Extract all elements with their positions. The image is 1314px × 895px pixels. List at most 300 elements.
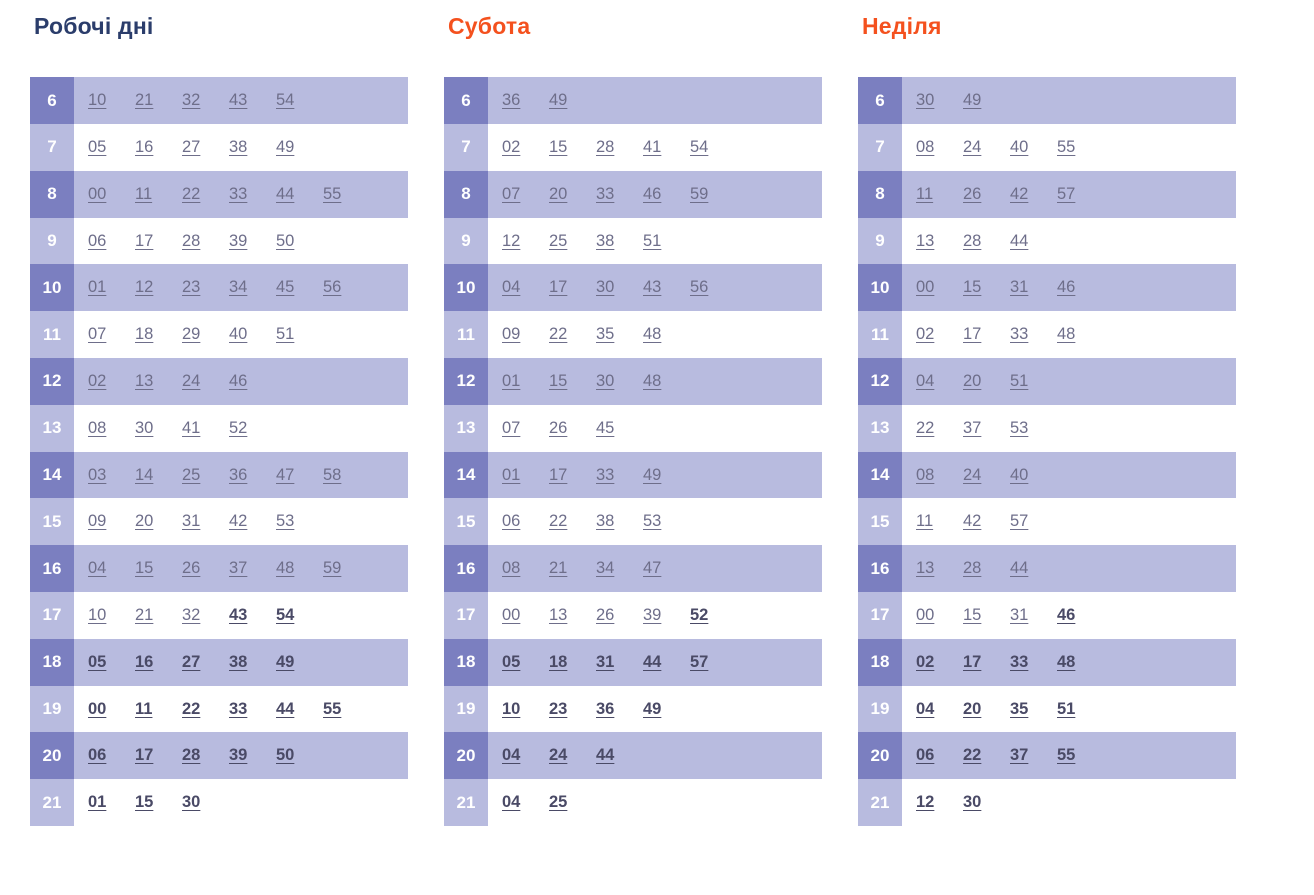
minute-link[interactable]: 33 bbox=[596, 184, 615, 203]
minute-link[interactable]: 21 bbox=[549, 559, 568, 578]
minute-link[interactable]: 25 bbox=[182, 465, 201, 484]
schedule-row bbox=[444, 779, 822, 826]
minute-link[interactable]: 39 bbox=[229, 746, 248, 765]
schedule-rows bbox=[444, 77, 822, 826]
schedule-row bbox=[30, 592, 408, 639]
minute-link[interactable]: 46 bbox=[1057, 605, 1076, 624]
hour-cell: 15 bbox=[30, 498, 74, 545]
minute-link[interactable]: 57 bbox=[1057, 184, 1076, 203]
minute-link[interactable]: 05 bbox=[502, 652, 521, 671]
minute-link[interactable]: 12 bbox=[502, 231, 521, 250]
minute-link[interactable]: 38 bbox=[596, 512, 615, 531]
minute-link[interactable]: 57 bbox=[690, 652, 709, 671]
minute-link[interactable]: 44 bbox=[276, 699, 295, 718]
hour-cell: 15 bbox=[858, 498, 902, 545]
hour-cell: 9 bbox=[30, 218, 74, 265]
minutes-cell bbox=[902, 779, 1010, 826]
minute-link[interactable]: 15 bbox=[135, 793, 154, 812]
minute-link[interactable]: 12 bbox=[135, 278, 154, 297]
minute-link[interactable]: 07 bbox=[502, 418, 521, 437]
hour-cell: 7 bbox=[444, 124, 488, 171]
schedule-row bbox=[444, 639, 822, 686]
minute-link[interactable]: 49 bbox=[963, 91, 982, 110]
minute-link[interactable]: 32 bbox=[182, 91, 201, 110]
minutes-cell bbox=[488, 405, 643, 452]
minute-link[interactable]: 43 bbox=[229, 91, 248, 110]
minute-link[interactable]: 24 bbox=[963, 465, 982, 484]
hour-cell: 9 bbox=[858, 218, 902, 265]
minute-link[interactable]: 13 bbox=[549, 605, 568, 624]
minute-link[interactable]: 36 bbox=[229, 465, 248, 484]
minute-link[interactable]: 32 bbox=[182, 605, 201, 624]
schedule-row bbox=[30, 545, 408, 592]
hour-cell: 20 bbox=[444, 732, 488, 779]
minute-link[interactable]: 04 bbox=[502, 746, 521, 765]
minute-link[interactable]: 15 bbox=[549, 371, 568, 390]
minutes-cell bbox=[488, 452, 690, 499]
minute-link[interactable]: 35 bbox=[1010, 699, 1029, 718]
minute-link[interactable]: 40 bbox=[229, 325, 248, 344]
minute-link[interactable]: 02 bbox=[916, 652, 935, 671]
minutes-cell bbox=[902, 264, 1104, 311]
schedule-row bbox=[858, 498, 1236, 545]
minute-link[interactable]: 55 bbox=[323, 699, 342, 718]
minute-link[interactable]: 07 bbox=[88, 325, 107, 344]
minute-link[interactable]: 22 bbox=[549, 325, 568, 344]
minutes-cell bbox=[902, 77, 1010, 124]
minutes-cell bbox=[488, 545, 690, 592]
minutes-cell bbox=[74, 311, 323, 358]
schedule-row bbox=[444, 686, 822, 733]
minute-link[interactable]: 50 bbox=[276, 231, 295, 250]
minute-link[interactable]: 51 bbox=[276, 325, 295, 344]
hour-cell: 17 bbox=[444, 592, 488, 639]
minute-link[interactable]: 17 bbox=[549, 465, 568, 484]
minute-link[interactable]: 02 bbox=[916, 325, 935, 344]
minute-link[interactable]: 06 bbox=[88, 231, 107, 250]
minute-link[interactable]: 36 bbox=[596, 699, 615, 718]
minute-link[interactable]: 46 bbox=[229, 371, 248, 390]
minute-link[interactable]: 08 bbox=[916, 137, 935, 156]
hour-cell: 15 bbox=[444, 498, 488, 545]
minute-link[interactable]: 51 bbox=[1057, 699, 1076, 718]
minute-link[interactable]: 00 bbox=[502, 605, 521, 624]
minute-link[interactable]: 31 bbox=[596, 652, 615, 671]
minutes-cell bbox=[488, 171, 737, 218]
minute-link[interactable]: 38 bbox=[596, 231, 615, 250]
minute-link[interactable]: 10 bbox=[88, 605, 107, 624]
minute-link[interactable]: 16 bbox=[135, 137, 154, 156]
minute-link[interactable]: 26 bbox=[182, 559, 201, 578]
minute-link[interactable]: 16 bbox=[135, 652, 154, 671]
minute-link[interactable]: 25 bbox=[549, 231, 568, 250]
schedule-row bbox=[444, 358, 822, 405]
minute-link[interactable]: 55 bbox=[1057, 746, 1076, 765]
minute-link[interactable]: 38 bbox=[229, 137, 248, 156]
minute-link[interactable]: 48 bbox=[643, 371, 662, 390]
minute-link[interactable]: 11 bbox=[916, 512, 934, 531]
hour-cell: 17 bbox=[30, 592, 74, 639]
minute-link[interactable]: 26 bbox=[549, 418, 568, 437]
minute-link[interactable]: 44 bbox=[596, 746, 615, 765]
schedule-column bbox=[30, 14, 408, 826]
minute-link[interactable]: 53 bbox=[643, 512, 662, 531]
minute-link[interactable]: 04 bbox=[916, 699, 935, 718]
hour-cell: 12 bbox=[858, 358, 902, 405]
hour-cell: 13 bbox=[444, 405, 488, 452]
minute-link[interactable]: 56 bbox=[323, 278, 342, 297]
minutes-cell bbox=[74, 686, 370, 733]
minute-link[interactable]: 29 bbox=[182, 325, 201, 344]
hour-cell: 8 bbox=[30, 171, 74, 218]
schedule-row bbox=[30, 686, 408, 733]
minute-link[interactable]: 31 bbox=[1010, 605, 1029, 624]
minute-link[interactable]: 58 bbox=[323, 465, 342, 484]
minute-link[interactable]: 34 bbox=[596, 559, 615, 578]
minute-link[interactable]: 08 bbox=[916, 465, 935, 484]
minutes-cell bbox=[488, 358, 690, 405]
minute-link[interactable]: 43 bbox=[643, 278, 662, 297]
minute-link[interactable]: 42 bbox=[229, 512, 248, 531]
minutes-cell bbox=[902, 498, 1057, 545]
minute-link[interactable]: 20 bbox=[549, 184, 568, 203]
schedule-row bbox=[30, 171, 408, 218]
minute-link[interactable]: 25 bbox=[549, 793, 568, 812]
minutes-cell bbox=[488, 77, 596, 124]
minute-link[interactable]: 49 bbox=[276, 137, 295, 156]
minute-link[interactable]: 49 bbox=[643, 699, 662, 718]
minute-link[interactable]: 46 bbox=[643, 184, 662, 203]
minute-link[interactable]: 30 bbox=[596, 278, 615, 297]
minute-link[interactable]: 21 bbox=[135, 91, 154, 110]
minute-link[interactable]: 51 bbox=[643, 231, 662, 250]
minute-link[interactable]: 00 bbox=[88, 184, 107, 203]
schedule-row bbox=[30, 639, 408, 686]
minute-link[interactable]: 35 bbox=[596, 325, 615, 344]
hour-cell: 12 bbox=[444, 358, 488, 405]
minute-link[interactable]: 15 bbox=[963, 605, 982, 624]
schedule-row bbox=[858, 264, 1236, 311]
minute-link[interactable]: 59 bbox=[690, 184, 709, 203]
minute-link[interactable]: 00 bbox=[916, 278, 935, 297]
hour-cell: 21 bbox=[30, 779, 74, 826]
schedule-row bbox=[444, 732, 822, 779]
hour-cell: 13 bbox=[858, 405, 902, 452]
hour-cell: 20 bbox=[858, 732, 902, 779]
schedule-row bbox=[444, 311, 822, 358]
minute-link[interactable]: 44 bbox=[1010, 231, 1029, 250]
minutes-cell bbox=[488, 732, 643, 779]
minutes-cell bbox=[902, 218, 1057, 265]
hour-cell: 10 bbox=[444, 264, 488, 311]
minute-link[interactable]: 46 bbox=[1057, 278, 1076, 297]
minute-link[interactable]: 34 bbox=[229, 278, 248, 297]
minute-link[interactable]: 22 bbox=[916, 418, 935, 437]
hour-cell: 6 bbox=[30, 77, 74, 124]
minute-link[interactable]: 22 bbox=[182, 699, 201, 718]
minute-link[interactable]: 06 bbox=[502, 512, 521, 531]
minute-link[interactable]: 28 bbox=[596, 137, 615, 156]
minute-link[interactable]: 05 bbox=[88, 652, 107, 671]
minute-link[interactable]: 09 bbox=[88, 512, 107, 531]
minute-link[interactable]: 53 bbox=[1010, 418, 1029, 437]
minute-link[interactable]: 33 bbox=[1010, 652, 1029, 671]
minute-link[interactable]: 30 bbox=[596, 371, 615, 390]
minute-link[interactable]: 11 bbox=[135, 184, 153, 203]
hour-cell: 13 bbox=[30, 405, 74, 452]
minute-link[interactable]: 42 bbox=[963, 512, 982, 531]
schedule-row bbox=[858, 124, 1236, 171]
minute-link[interactable]: 47 bbox=[643, 559, 662, 578]
hour-cell: 18 bbox=[444, 639, 488, 686]
schedule-row bbox=[858, 311, 1236, 358]
minutes-cell bbox=[902, 686, 1104, 733]
minute-link[interactable]: 33 bbox=[596, 465, 615, 484]
schedule-row bbox=[858, 779, 1236, 826]
schedule-row bbox=[444, 171, 822, 218]
minute-link[interactable]: 10 bbox=[502, 699, 521, 718]
minute-link[interactable]: 03 bbox=[88, 465, 107, 484]
hour-cell: 17 bbox=[858, 592, 902, 639]
minute-link[interactable]: 28 bbox=[182, 231, 201, 250]
minute-link[interactable]: 39 bbox=[229, 231, 248, 250]
minute-link[interactable]: 17 bbox=[135, 746, 154, 765]
schedule-row bbox=[858, 732, 1236, 779]
schedule-row bbox=[30, 124, 408, 171]
hour-cell: 11 bbox=[858, 311, 902, 358]
hour-cell: 9 bbox=[444, 218, 488, 265]
minute-link[interactable]: 51 bbox=[1010, 371, 1029, 390]
minute-link[interactable]: 40 bbox=[1010, 465, 1029, 484]
minute-link[interactable]: 06 bbox=[88, 746, 107, 765]
minute-link[interactable]: 24 bbox=[963, 137, 982, 156]
minute-link[interactable]: 20 bbox=[135, 512, 154, 531]
minute-link[interactable]: 49 bbox=[549, 91, 568, 110]
minute-link[interactable]: 47 bbox=[276, 465, 295, 484]
minute-link[interactable]: 44 bbox=[1010, 559, 1029, 578]
minute-link[interactable]: 49 bbox=[643, 465, 662, 484]
minute-link[interactable]: 37 bbox=[1010, 746, 1029, 765]
minute-link[interactable]: 22 bbox=[963, 746, 982, 765]
minute-link[interactable]: 30 bbox=[135, 418, 154, 437]
schedule-row bbox=[858, 686, 1236, 733]
minute-link[interactable]: 44 bbox=[276, 184, 295, 203]
minute-link[interactable]: 26 bbox=[596, 605, 615, 624]
minute-link[interactable]: 22 bbox=[182, 184, 201, 203]
minute-link[interactable]: 36 bbox=[502, 91, 521, 110]
minute-link[interactable]: 09 bbox=[502, 325, 521, 344]
minute-link[interactable]: 04 bbox=[916, 371, 935, 390]
minute-link[interactable]: 33 bbox=[229, 184, 248, 203]
minute-link[interactable]: 45 bbox=[596, 418, 615, 437]
schedule-row bbox=[858, 452, 1236, 499]
minute-link[interactable]: 37 bbox=[229, 559, 248, 578]
minute-link[interactable]: 42 bbox=[1010, 184, 1029, 203]
minutes-cell bbox=[488, 311, 690, 358]
minute-link[interactable]: 02 bbox=[88, 371, 107, 390]
minute-link[interactable]: 27 bbox=[182, 137, 201, 156]
minute-link[interactable]: 40 bbox=[1010, 137, 1029, 156]
minute-link[interactable]: 55 bbox=[1057, 137, 1076, 156]
schedule-row bbox=[30, 311, 408, 358]
minute-link[interactable]: 28 bbox=[182, 746, 201, 765]
minute-link[interactable]: 23 bbox=[549, 699, 568, 718]
minute-link[interactable]: 13 bbox=[916, 231, 935, 250]
minute-link[interactable]: 41 bbox=[643, 137, 662, 156]
minute-link[interactable]: 11 bbox=[135, 699, 153, 718]
minute-link[interactable]: 41 bbox=[182, 418, 201, 437]
minute-link[interactable]: 45 bbox=[276, 278, 295, 297]
minute-link[interactable]: 30 bbox=[963, 793, 982, 812]
minutes-cell bbox=[488, 639, 737, 686]
minute-link[interactable]: 48 bbox=[276, 559, 295, 578]
minute-link[interactable]: 43 bbox=[229, 605, 248, 624]
hour-cell: 21 bbox=[444, 779, 488, 826]
minute-link[interactable]: 28 bbox=[963, 559, 982, 578]
minute-link[interactable]: 08 bbox=[88, 418, 107, 437]
minute-link[interactable]: 49 bbox=[276, 652, 295, 671]
hour-cell: 18 bbox=[30, 639, 74, 686]
minute-link[interactable]: 04 bbox=[502, 793, 521, 812]
minute-link[interactable]: 22 bbox=[549, 512, 568, 531]
hour-cell: 8 bbox=[444, 171, 488, 218]
minute-link[interactable]: 01 bbox=[502, 465, 521, 484]
minute-link[interactable]: 54 bbox=[690, 137, 709, 156]
minute-link[interactable]: 12 bbox=[916, 793, 935, 812]
minute-link[interactable]: 13 bbox=[135, 371, 154, 390]
minutes-cell bbox=[74, 171, 370, 218]
minute-link[interactable]: 52 bbox=[229, 418, 248, 437]
minute-link[interactable]: 23 bbox=[182, 278, 201, 297]
minute-link[interactable]: 01 bbox=[88, 278, 107, 297]
hour-cell: 6 bbox=[444, 77, 488, 124]
minute-link[interactable]: 15 bbox=[963, 278, 982, 297]
minute-link[interactable]: 01 bbox=[502, 371, 521, 390]
minute-link[interactable]: 08 bbox=[502, 559, 521, 578]
minutes-cell bbox=[74, 639, 323, 686]
column-title: Робочі дні bbox=[34, 13, 154, 39]
hour-cell: 14 bbox=[444, 452, 488, 499]
hour-cell: 7 bbox=[858, 124, 902, 171]
minutes-cell bbox=[74, 592, 323, 639]
minute-link[interactable]: 00 bbox=[88, 699, 107, 718]
schedule-row bbox=[30, 452, 408, 499]
minute-link[interactable]: 52 bbox=[690, 605, 709, 624]
minute-link[interactable]: 24 bbox=[549, 746, 568, 765]
minute-link[interactable]: 53 bbox=[276, 512, 295, 531]
minute-link[interactable]: 11 bbox=[916, 184, 934, 203]
minutes-cell bbox=[74, 452, 370, 499]
minute-link[interactable]: 06 bbox=[916, 746, 935, 765]
schedule-row bbox=[30, 264, 408, 311]
minute-link[interactable]: 26 bbox=[963, 184, 982, 203]
minute-link[interactable]: 39 bbox=[643, 605, 662, 624]
minute-link[interactable]: 59 bbox=[323, 559, 342, 578]
minute-link[interactable]: 57 bbox=[1010, 512, 1029, 531]
minute-link[interactable]: 02 bbox=[502, 137, 521, 156]
minute-link[interactable]: 33 bbox=[229, 699, 248, 718]
hour-cell: 16 bbox=[30, 545, 74, 592]
minute-link[interactable]: 48 bbox=[1057, 652, 1076, 671]
minute-link[interactable]: 24 bbox=[182, 371, 201, 390]
minute-link[interactable]: 20 bbox=[963, 699, 982, 718]
minute-link[interactable]: 44 bbox=[643, 652, 662, 671]
minute-link[interactable]: 31 bbox=[182, 512, 201, 531]
minute-link[interactable]: 48 bbox=[643, 325, 662, 344]
minute-link[interactable]: 20 bbox=[963, 371, 982, 390]
minutes-cell bbox=[488, 498, 690, 545]
minute-link[interactable]: 54 bbox=[276, 91, 295, 110]
minutes-cell bbox=[74, 732, 323, 779]
minute-link[interactable]: 50 bbox=[276, 746, 295, 765]
minute-link[interactable]: 17 bbox=[135, 231, 154, 250]
schedule-row bbox=[30, 498, 408, 545]
hour-cell: 18 bbox=[858, 639, 902, 686]
minute-link[interactable]: 05 bbox=[88, 137, 107, 156]
minutes-cell bbox=[902, 358, 1057, 405]
hour-cell: 19 bbox=[444, 686, 488, 733]
minute-link[interactable]: 48 bbox=[1057, 325, 1076, 344]
hour-cell: 21 bbox=[858, 779, 902, 826]
minute-link[interactable]: 07 bbox=[502, 184, 521, 203]
hour-cell: 19 bbox=[858, 686, 902, 733]
column-title: Неділя bbox=[862, 13, 942, 39]
schedule-row bbox=[858, 77, 1236, 124]
minute-link[interactable]: 14 bbox=[135, 465, 154, 484]
minute-link[interactable]: 55 bbox=[323, 184, 342, 203]
minutes-cell bbox=[74, 77, 323, 124]
minute-link[interactable]: 30 bbox=[182, 793, 201, 812]
minute-link[interactable]: 17 bbox=[963, 325, 982, 344]
schedule-row bbox=[30, 77, 408, 124]
minute-link[interactable]: 37 bbox=[963, 418, 982, 437]
schedule-row bbox=[858, 545, 1236, 592]
minute-link[interactable]: 56 bbox=[690, 278, 709, 297]
minute-link[interactable]: 30 bbox=[916, 91, 935, 110]
minute-link[interactable]: 00 bbox=[916, 605, 935, 624]
minute-link[interactable]: 38 bbox=[229, 652, 248, 671]
minute-link[interactable]: 04 bbox=[502, 278, 521, 297]
minute-link[interactable]: 54 bbox=[276, 605, 295, 624]
schedule-row bbox=[444, 218, 822, 265]
minute-link[interactable]: 01 bbox=[88, 793, 107, 812]
minutes-cell bbox=[74, 779, 229, 826]
minutes-cell bbox=[488, 264, 737, 311]
minute-link[interactable]: 21 bbox=[135, 605, 154, 624]
minute-link[interactable]: 13 bbox=[916, 559, 935, 578]
schedule-row bbox=[30, 218, 408, 265]
schedule-row bbox=[858, 639, 1236, 686]
minute-link[interactable]: 10 bbox=[88, 91, 107, 110]
hour-cell: 10 bbox=[30, 264, 74, 311]
minute-link[interactable]: 28 bbox=[963, 231, 982, 250]
schedule-row bbox=[444, 124, 822, 171]
minute-link[interactable]: 18 bbox=[135, 325, 154, 344]
minute-link[interactable]: 17 bbox=[549, 278, 568, 297]
minutes-cell bbox=[902, 405, 1057, 452]
minutes-cell bbox=[488, 686, 690, 733]
minute-link[interactable]: 18 bbox=[549, 652, 568, 671]
minute-link[interactable]: 31 bbox=[1010, 278, 1029, 297]
minute-link[interactable]: 27 bbox=[182, 652, 201, 671]
minute-link[interactable]: 15 bbox=[135, 559, 154, 578]
minutes-cell bbox=[488, 124, 737, 171]
minute-link[interactable]: 33 bbox=[1010, 325, 1029, 344]
minute-link[interactable]: 15 bbox=[549, 137, 568, 156]
hour-cell: 8 bbox=[858, 171, 902, 218]
minute-link[interactable]: 17 bbox=[963, 652, 982, 671]
minute-link[interactable]: 04 bbox=[88, 559, 107, 578]
